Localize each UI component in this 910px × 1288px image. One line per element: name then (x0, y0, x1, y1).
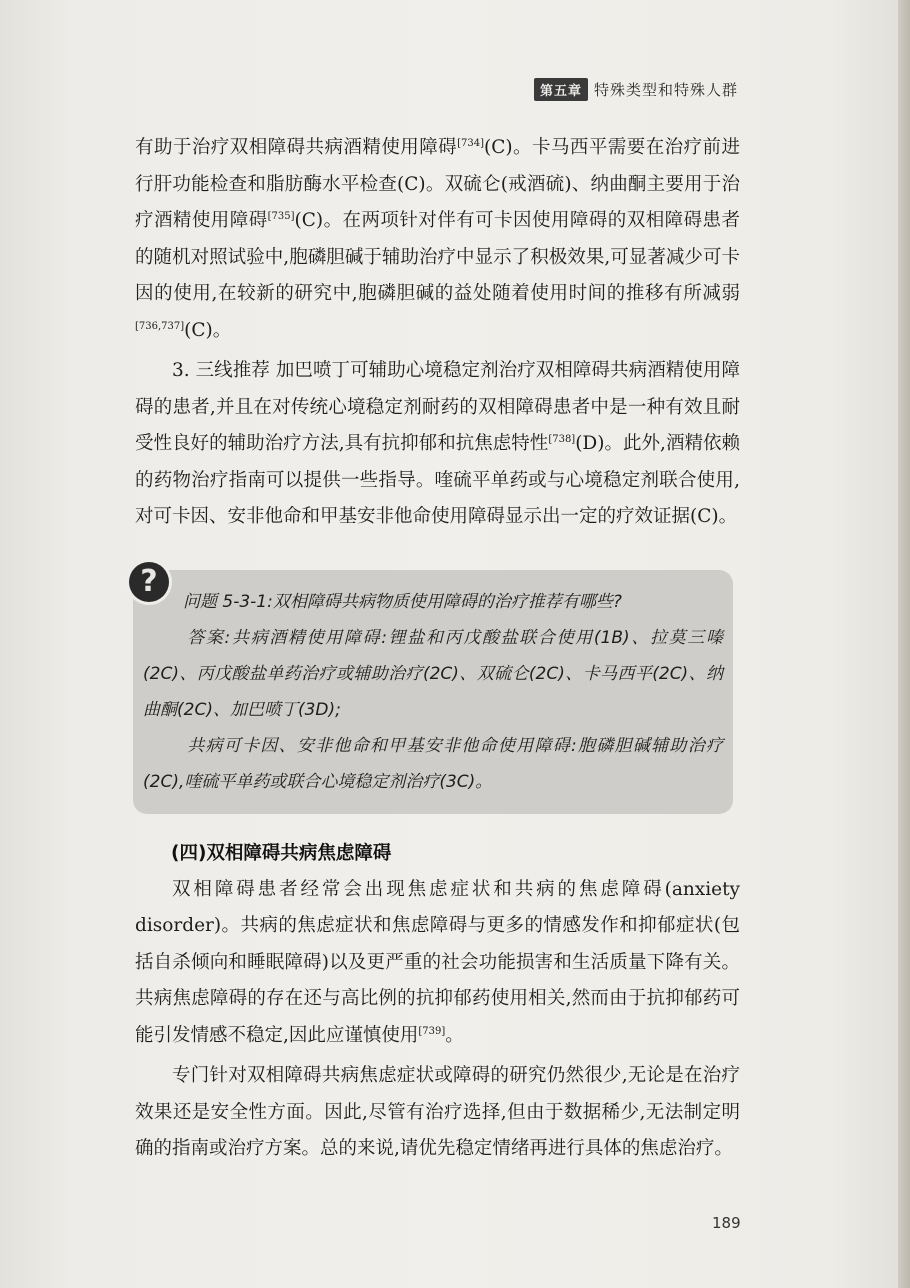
page-content (135, 130, 740, 1168)
paragraph-4: 专门针对双相障碍共病焦虑症状或障碍的研究仍然很少,无论是在治疗效果还是安全性方面。因此,尽管有治疗选择,但由于数据稀少,无法制定明确的指南或治疗方案。总的来说,请优先稳定情绪再进行具体的焦虑治疗。 (135, 1065, 740, 1159)
question-mark-icon: ? (129, 562, 169, 602)
section-heading: (四)双相障碍共病焦虑障碍 (171, 842, 392, 864)
page-edge (898, 0, 910, 1288)
third-line-label: 3. 三线推荐 (172, 360, 270, 381)
citation-739: [739] (418, 1025, 446, 1037)
paragraph-1: 有助于治疗双相障碍共病酒精使用障碍[734](C)。卡马西平需要在治疗前进行肝功能检查和脂肪酶水平检查(C)。双硫仑(戒酒硫)、纳曲酮主要用于治疗酒精使用障碍[735](C)。在两项针对伴有可卡因使用障碍的双相障碍患者的随机对照试验中,胞磷胆碱于辅助治疗中显示了积极效果,可显著减少可卡因的使用,在较新的研究中,胞磷胆碱的益处随着使用时间的推移有所减弱[736,737](C)。 (135, 137, 740, 341)
citation-734: [734] (457, 137, 485, 149)
qa-box (133, 563, 733, 814)
chapter-badge: 第五章 (534, 78, 588, 101)
citation-738: [738] (548, 433, 576, 445)
page-number: 189 (712, 1214, 741, 1232)
paragraph-2: 3. 三线推荐 加巴喷丁可辅助心境稳定剂治疗双相障碍共病酒精使用障碍的患者,并且在对传统心境稳定剂耐药的双相障碍患者中是一种有效且耐受性良好的辅助治疗方法,具有抗抑郁和抗焦虑特性[738](D)。此外,酒精依赖的药物治疗指南可以提供一些指导。喹硫平单药或与心境稳定剂联合使用,对可卡因、安非他命和甲基安非他命使用障碍显示出一定的疗效证据(C)。 (135, 360, 740, 527)
header-title: 特殊类型和特殊人群 (593, 81, 738, 99)
qa-answer-2: 共病可卡因、安非他命和甲基安非他命使用障碍:胞磷胆碱辅助治疗(2C),喹硫平单药或联合心境稳定剂治疗(3C)。 (143, 735, 723, 792)
qa-answer-1: 答案:共病酒精使用障碍:锂盐和丙戊酸盐联合使用(1B)、拉莫三嗪(2C)、丙戊酸盐单药治疗或辅助治疗(2C)、双硫仑(2C)、卡马西平(2C)、纳曲酮(2C)、加巴喷丁(3D); (143, 627, 723, 720)
citation-736-737: [736,737] (135, 320, 185, 332)
paragraph-3: 双相障碍患者经常会出现焦虑症状和共病的焦虑障碍(anxiety disorder)。共病的焦虑症状和焦虑障碍与更多的情感发作和抑郁症状(包括自杀倾向和睡眠障碍)以及更严重的社会功能损害和生活质量下降有关。共病焦虑障碍的存在还与高比例的抗抑郁药使用相关,然而由于抗抑郁药可能引发情感不稳定,因此应谨慎使用[739]。 (135, 878, 740, 1046)
citation-735: [735] (267, 210, 295, 222)
running-header (534, 78, 738, 101)
qa-question: 问题 5-3-1:双相障碍共病物质使用障碍的治疗推荐有哪些? (183, 591, 622, 612)
